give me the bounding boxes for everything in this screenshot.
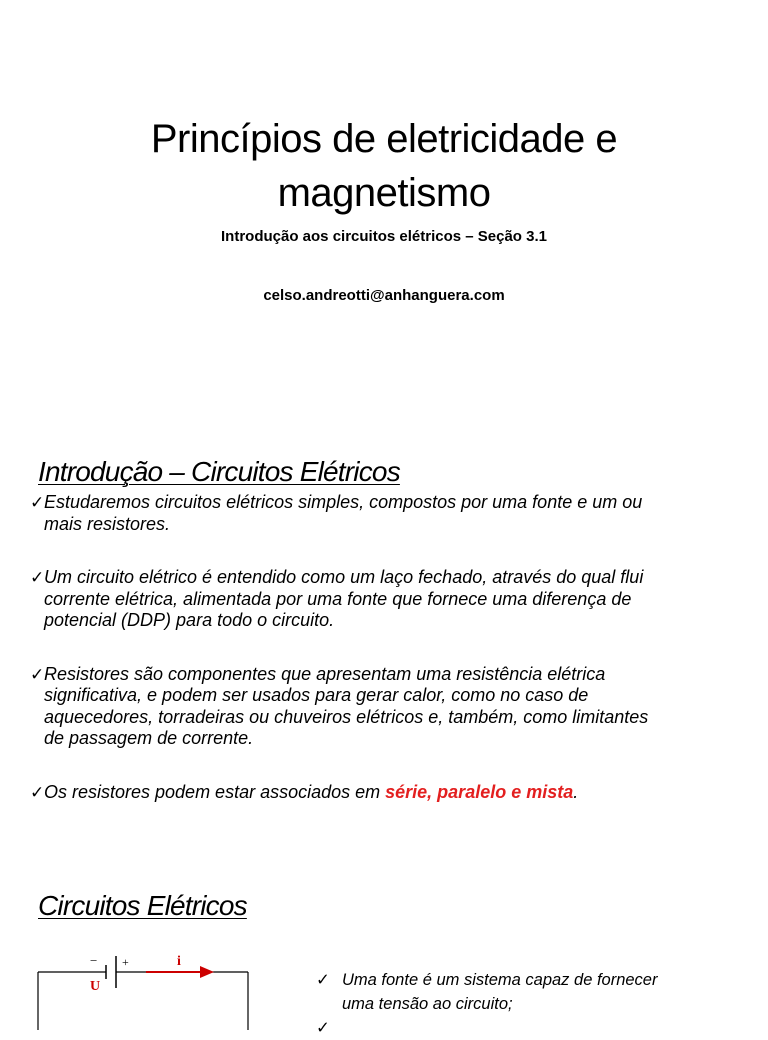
list-item [316,968,736,1016]
author-email: celso.andreotti@anhanguera.com [263,287,505,304]
highlighted-text: série, paralelo e mista [385,781,574,802]
current-label: i [177,954,181,969]
intro-bullet-list [30,492,750,803]
intro-heading: Introdução – Circuitos Elétricos [38,456,400,487]
voltage-label: U [90,979,101,994]
checkmark-icon: ✓ [30,664,45,684]
bullet-line: significativa, e podem ser usados para gerar calor, como no caso de [44,685,589,705]
slide-title [0,112,768,220]
bullet-line: de passagem de corrente. [44,728,254,748]
slide-subtitle: Introdução aos circuitos elétricos – Seção 3.1 [221,228,547,245]
bullet-text: Os resistores podem estar associados em [44,781,386,802]
bullet-line: mais resistores. [44,513,171,534]
bullet-line [44,782,750,804]
bullet-line: Uma fonte é um sistema capaz de fornecer [342,971,658,989]
bullet-line: Resistores são componentes que apresentam uma resistência elétrica [44,663,606,684]
bullet-text: . [573,781,579,802]
checkmark-icon: ✓ [316,971,330,989]
list-item [30,492,750,535]
list-item [30,567,750,632]
bullet-line: potencial (DDP) para todo o circuito. [44,610,335,630]
bullet-line: Estudaremos circuitos elétricos simples, compostos por uma fonte e um ou [44,492,643,512]
bullet-line: uma tensão ao circuito; [342,995,513,1013]
slide-title-line-2: magnetismo [277,171,491,215]
battery-plus-sign: + [122,955,129,969]
title-slide [0,0,768,426]
intro-slide [0,426,768,870]
bullet-line: aquecedores, torradeiras ou chuveiros elétricos e, também, como limitantes [44,706,649,727]
circuits-bullet-list [316,968,736,1037]
battery-minus-sign: − [90,953,98,968]
circuits-slide [0,870,768,1037]
list-item [30,664,750,750]
current-arrow-icon [200,966,214,978]
checkmark-icon: ✓ [30,782,45,802]
circuits-heading: Circuitos Elétricos [38,890,247,921]
bullet-line: Um circuito elétrico é entendido como um laço fechado, através do qual flui [44,567,644,587]
circuit-diagram [36,950,256,1030]
bullet-line: corrente elétrica, alimentada por uma fonte que fornece uma diferença de [44,588,632,609]
checkmark-icon: ✓ [30,568,45,587]
checkmark-icon: ✓ [30,493,45,512]
list-item [30,782,750,804]
checkmark-icon: ✓ [316,1019,330,1037]
slide-title-line-1: Princípios de eletricidade e [150,117,618,161]
